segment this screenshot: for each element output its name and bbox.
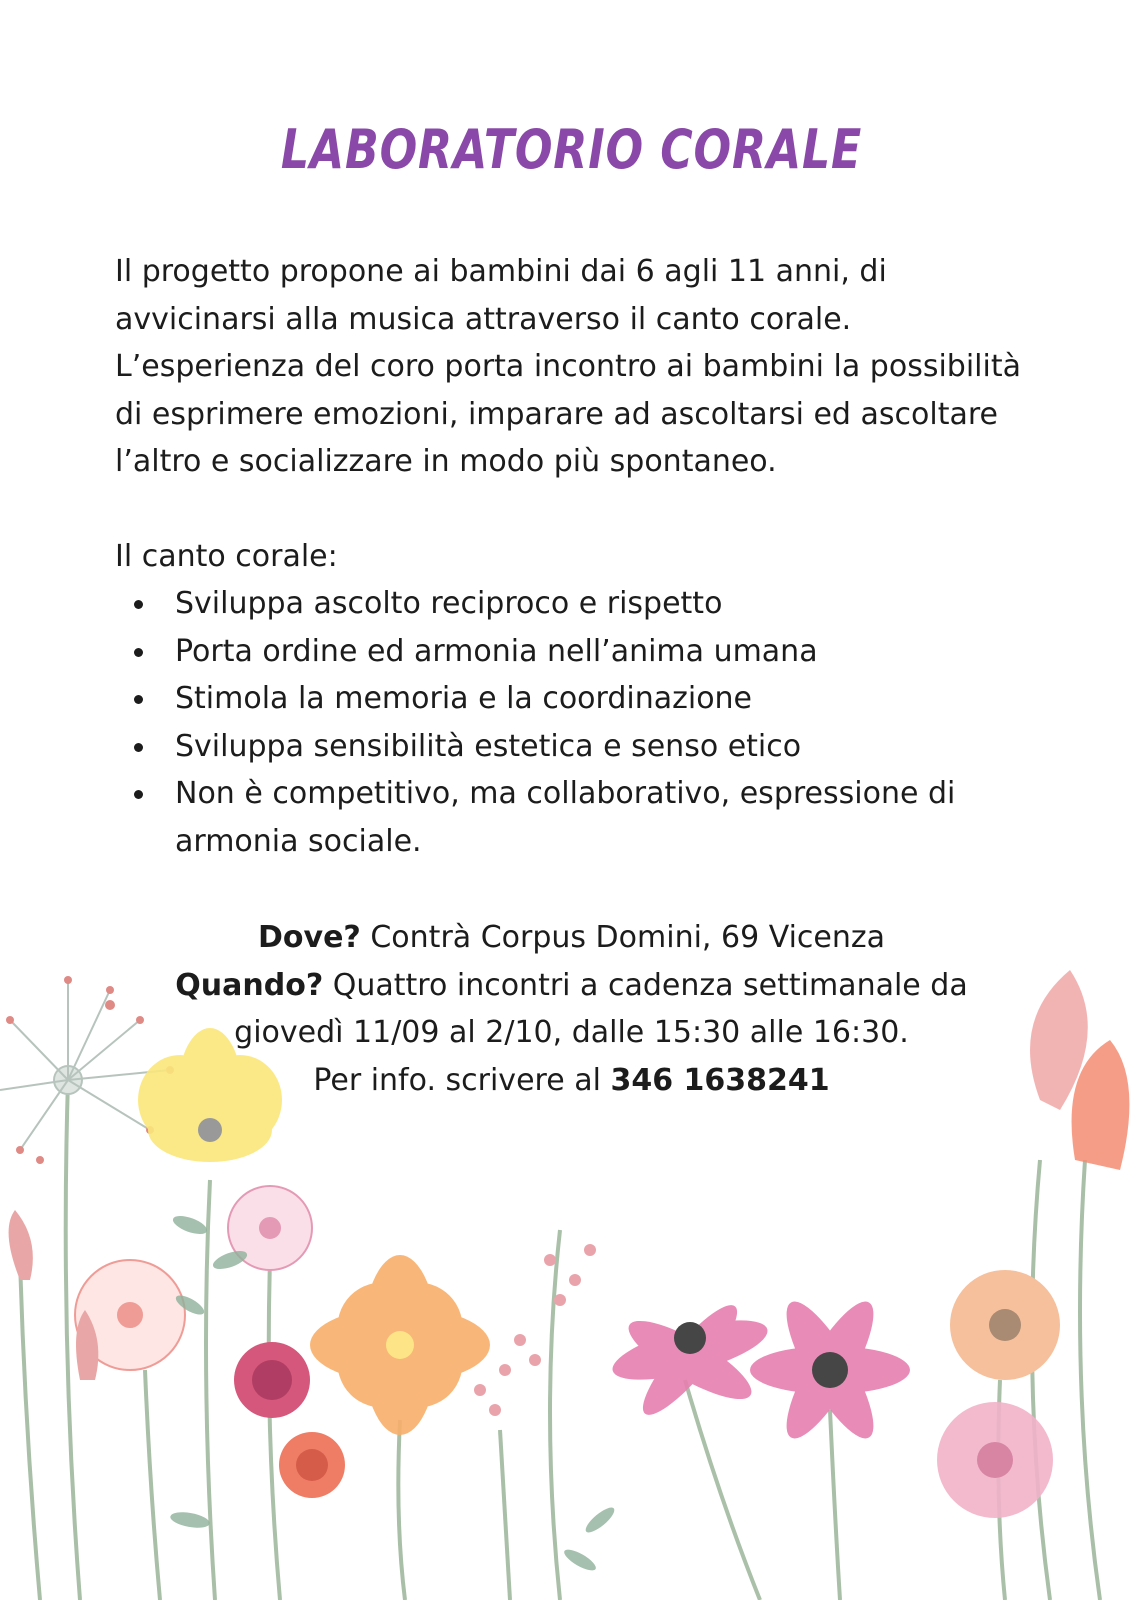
benefits-list (115, 580, 1045, 865)
flower-illustration (0, 960, 1143, 1600)
when-line-2: giovedì 11/09 al 2/10, dalle 15:30 alle 16:30. (234, 1015, 909, 1050)
intro-paragraph: Il progetto propone ai bambini dai 6 agli 11 anni, di avvicinarsi alla musica attraverso il canto corale. L’esperienza del coro porta incontro ai bambini la possibilità di esprimere emozioni, imparare ad ascoltarsi ed ascoltare l’altro e socializzare in modo più spontaneo. (115, 254, 1021, 479)
when-value: Quattro incontri a cadenza settimanale da (323, 967, 968, 1003)
list-item: Sviluppa ascolto reciproco e rispetto (115, 580, 1045, 628)
list-item: Non è competitivo, ma collaborativo, espressione di armonia sociale. (115, 770, 1045, 865)
list-item: Sviluppa sensibilità estetica e senso etico (115, 723, 1045, 771)
list-item: Stimola la memoria e la coordinazione (115, 675, 1045, 723)
peach-flower-icon (950, 1270, 1060, 1380)
pink-daisy-icon (607, 1291, 910, 1448)
small-blossom-icon (474, 1244, 596, 1416)
dandelion-icon (0, 976, 174, 1164)
where-line (0, 914, 1143, 962)
list-heading: Il canto corale: (115, 539, 338, 574)
yellow-flower-icon (138, 1028, 282, 1162)
contact-phone: 346 1638241 (610, 1062, 830, 1098)
orange-flower-icon (310, 1255, 490, 1435)
page-title: LABORATORIO CORALE (280, 118, 863, 181)
contact-prefix: Per info. scrivere al (313, 1062, 611, 1098)
where-label: Dove? (258, 920, 361, 955)
light-pink-flower-icon (937, 1402, 1053, 1518)
list-item: Porta ordine ed armonia nell’anima umana (115, 628, 1045, 676)
when-label: Quando? (175, 967, 324, 1003)
where-value: Contrà Corpus Domini, 69 Vicenza (360, 920, 885, 955)
